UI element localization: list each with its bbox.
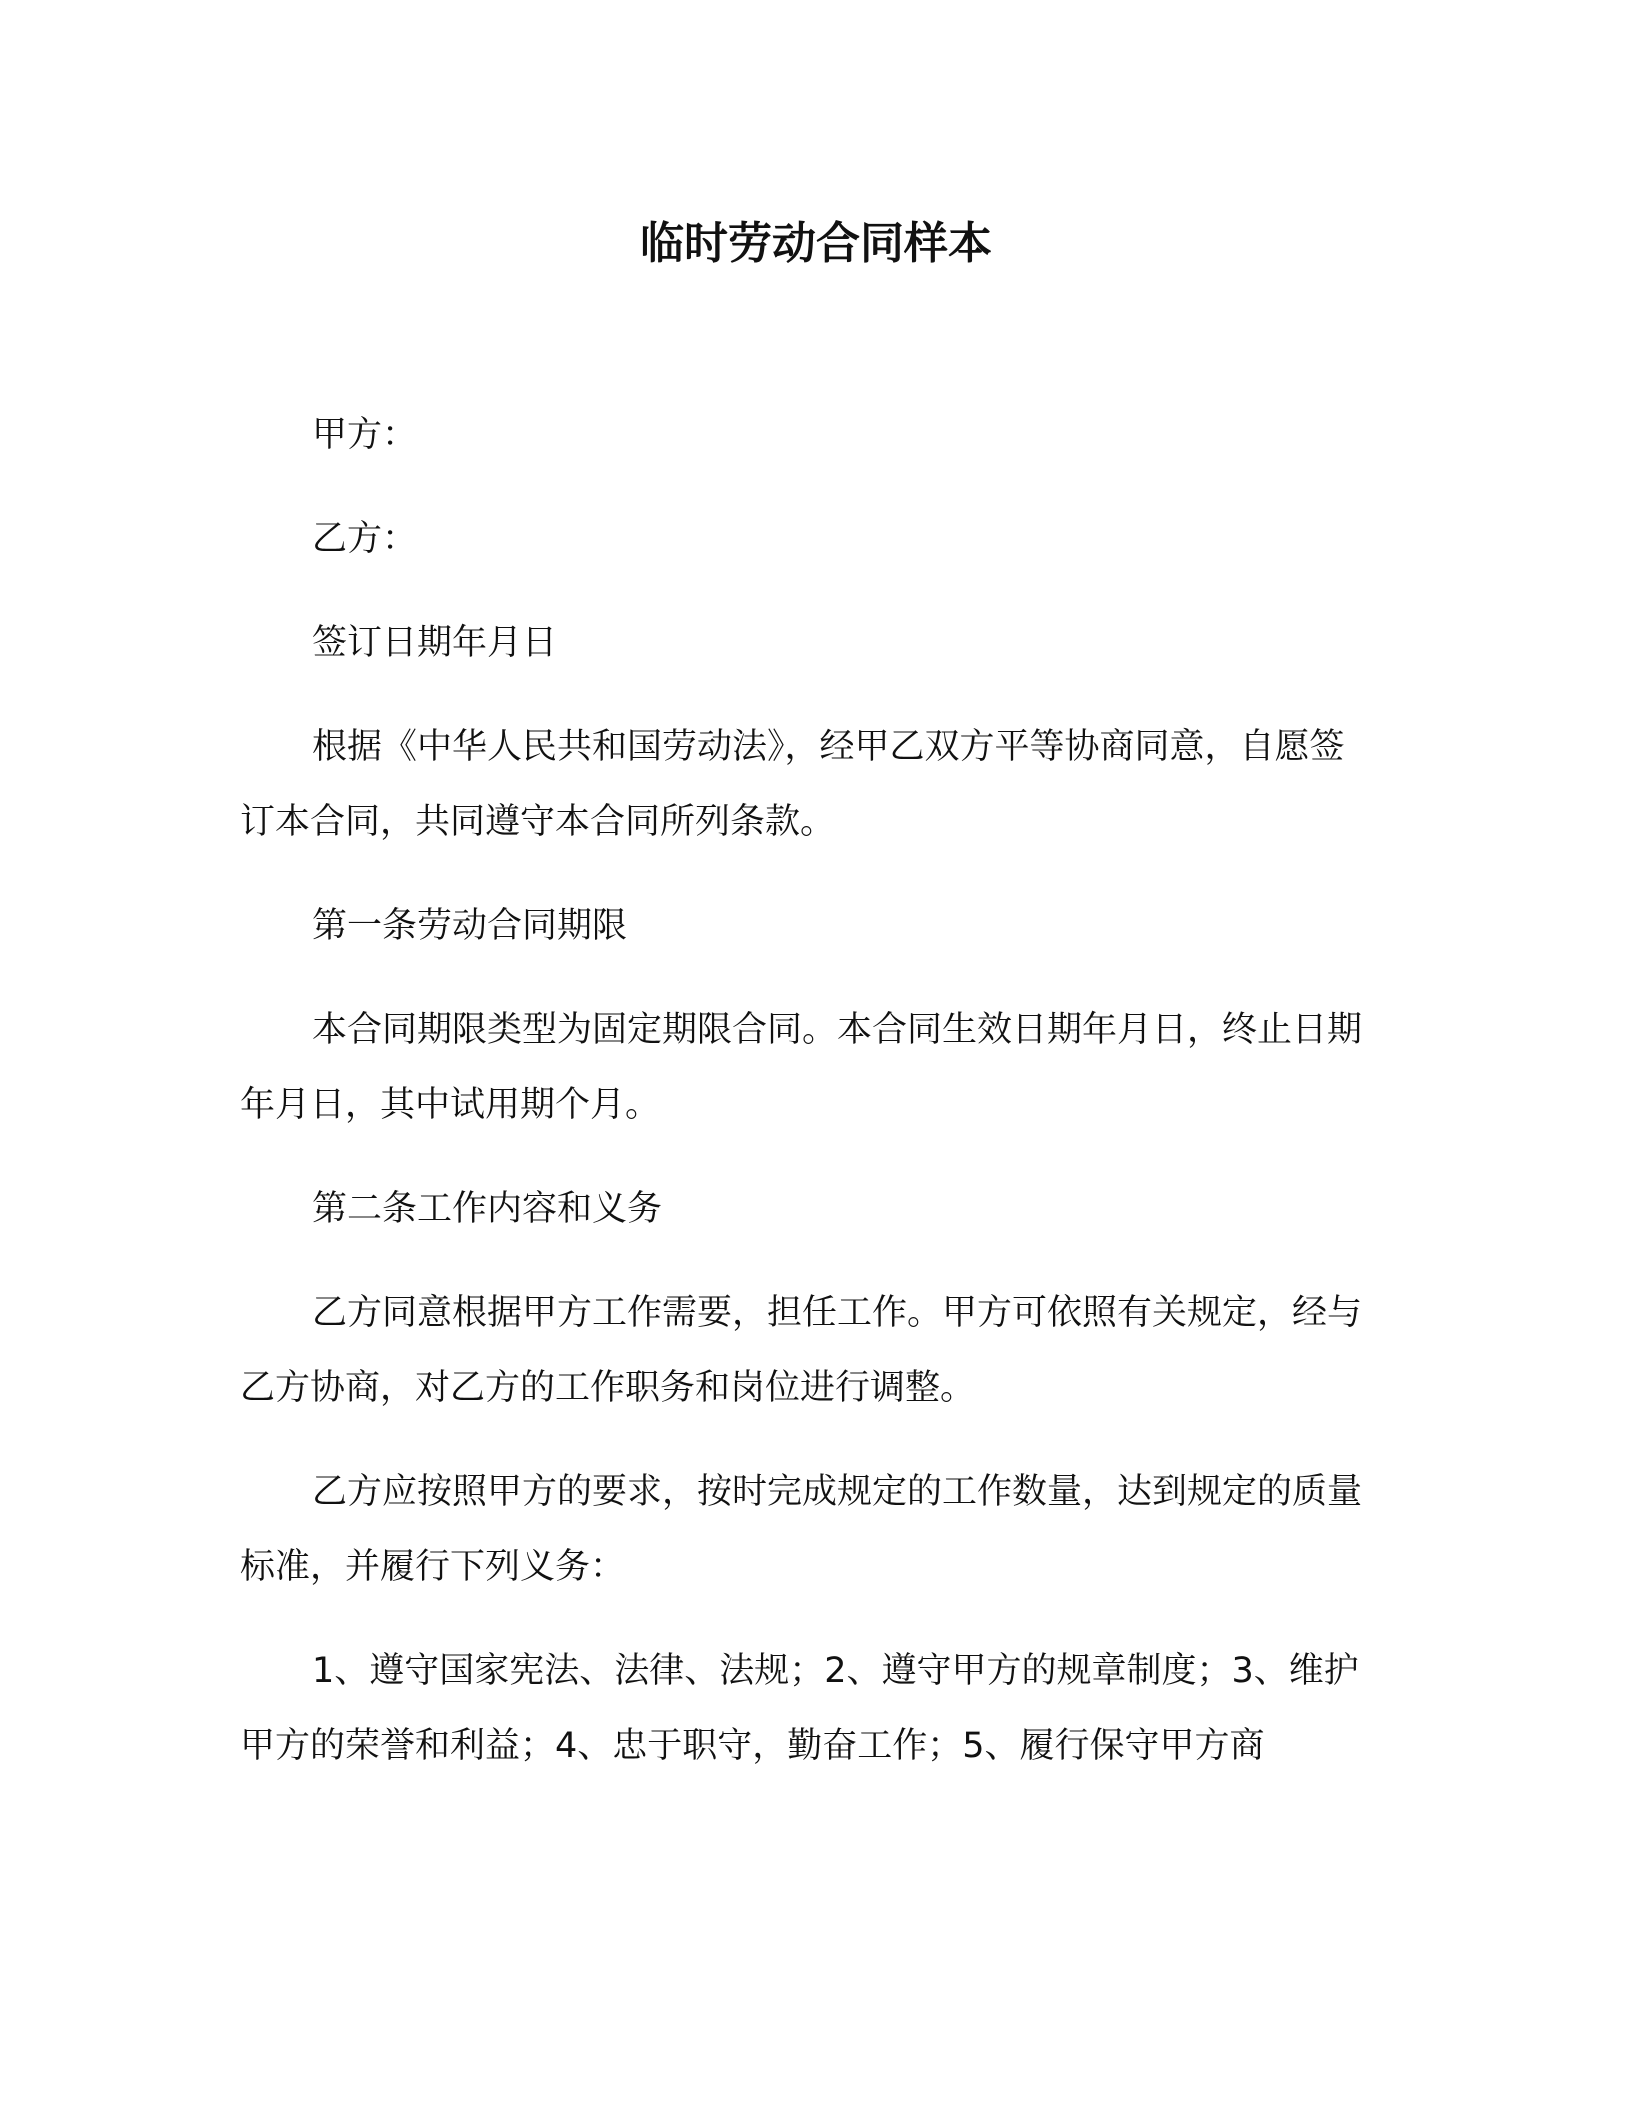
document-title: 临时劳动合同样本	[640, 218, 992, 269]
article-2-heading: 第二条工作内容和义务	[312, 1189, 663, 1229]
article-2-paragraph-2: 乙方应按照甲方的要求，按时完成规定的工作数量，达到规定的质量标准，并履行下列义务：	[240, 1472, 1363, 1587]
document-body	[240, 398, 1364, 1813]
article-1-paragraph: 本合同期限类型为固定期限合同。本合同生效日期年月日，终止日期年月日，其中试用期个月。	[240, 1010, 1363, 1125]
article-1-heading: 第一条劳动合同期限	[312, 906, 628, 946]
signing-date-line: 签订日期年月日	[312, 623, 558, 663]
article-2-paragraph-1: 乙方同意根据甲方工作需要，担任工作。甲方可依照有关规定，经与乙方协商，对乙方的工作职务和岗位进行调整。	[240, 1293, 1363, 1408]
party-b-line: 乙方：	[312, 519, 418, 559]
intro-paragraph: 根据《中华人民共和国劳动法》，经甲乙双方平等协商同意，自愿签订本合同，共同遵守本合同所列条款。	[240, 727, 1345, 842]
party-a-line: 甲方：	[312, 415, 418, 455]
article-2-obligations: 1、遵守国家宪法、法律、法规；2、遵守甲方的规章制度；3、维护甲方的荣誉和利益；4、忠于职守，勤奋工作；5、履行保守甲方商	[240, 1651, 1359, 1766]
